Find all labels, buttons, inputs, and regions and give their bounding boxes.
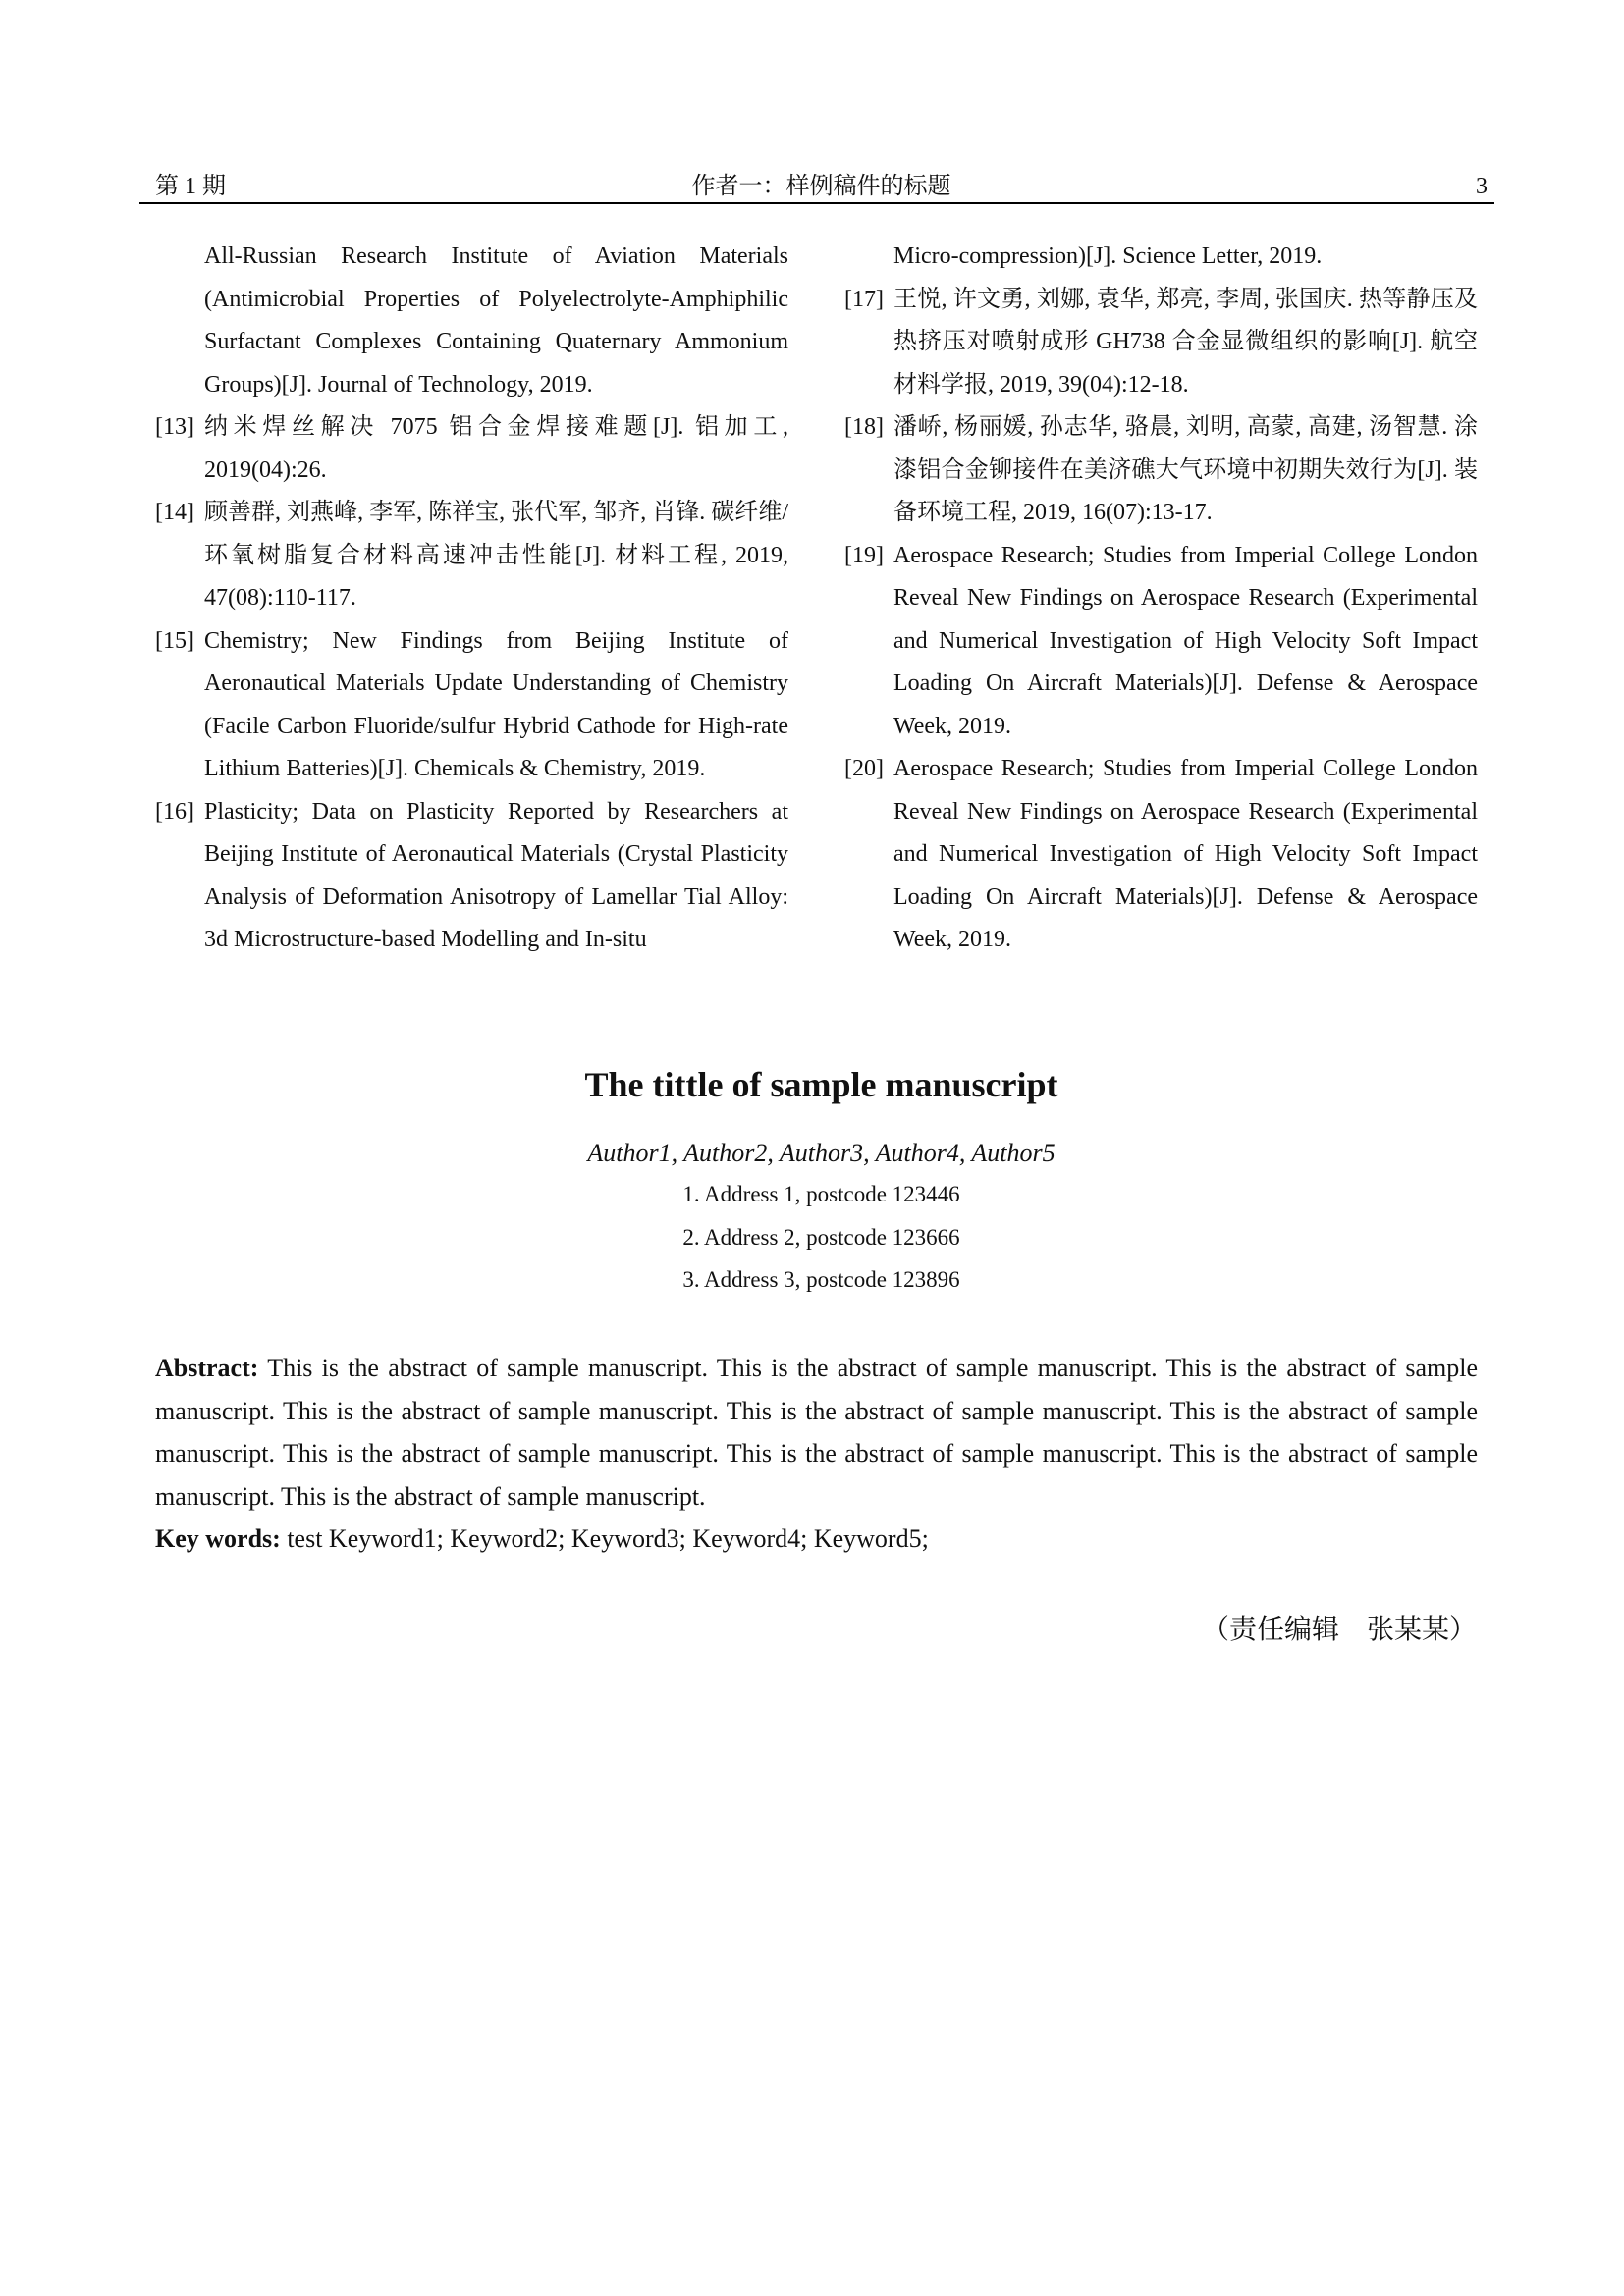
abstract-paragraph bbox=[155, 1347, 1478, 1518]
reference-item bbox=[155, 406, 788, 492]
keywords-line bbox=[155, 1518, 1478, 1561]
reference-item bbox=[155, 791, 788, 962]
reference-text: Chemistry; New Findings from Beijing Institute of Aeronautical Materials Update Understanding of Chemistry (Facile Carbon Fluoride/sulfur Hybrid Cathode for High-rate Lithium Batteries)[J]. Chemicals & Chemistry, 2019. bbox=[204, 627, 788, 781]
address-line: 3. Address 3, postcode 123896 bbox=[682, 1267, 960, 1292]
abstract-section bbox=[155, 1347, 1478, 1561]
reference-text: Aerospace Research; Studies from Imperial College London Reveal New Findings on Aerospace Research (Experimental and Numerical Investigation of High Velocity Soft Impact Loading On Aircraft Materials)[J]. Defense & Aerospace Week, 2019. bbox=[893, 542, 1478, 739]
reference-number: [16] bbox=[155, 798, 194, 825]
reference-text: 顾善群, 刘燕峰, 李军, 陈祥宝, 张代军, 邹齐, 肖锋. 碳纤维/环氧树脂复合材料高速冲击性能[J]. 材料工程, 2019, 47(08):110-117. bbox=[204, 500, 788, 611]
address-line: 2. Address 2, postcode 123666 bbox=[682, 1224, 960, 1250]
reference-text: 王悦, 许文勇, 刘娜, 袁华, 郑亮, 李周, 张国庆. 热等静压及热挤压对喷射成形 GH738 合金显微组织的影响[J]. 航空材料学报, 2019, 39(04):12-18. bbox=[893, 286, 1478, 398]
reference-text: All-Russian Research Institute of Aviation Materials (Antimicrobial Properties of Polyelectrolyte-Amphiphilic Surfactant Complexes Containing Quaternary Ammonium Groups)[J]. Journal of Technology, 2019. bbox=[204, 243, 788, 398]
reference-number: [15] bbox=[155, 627, 194, 654]
abstract-text: This is the abstract of sample manuscript. This is the abstract of sample manuscript. This is the abstract of sample manuscript. This is the abstract of sample manuscript. This is the abstract of sample manuscript. This is the abstract of sample manuscript. This is the abstract of sample manuscript. This is the abstract of sample manuscript. This is the abstract of sample manuscript. This is the abstract of sample manuscript. bbox=[155, 1354, 1479, 1511]
issue-label: 第 1 期 bbox=[155, 174, 226, 199]
header-rule bbox=[139, 202, 1494, 204]
reference-text: Plasticity; Data on Plasticity Reported by Researchers at Beijing Institute of Aeronautical Materials (Crystal Plasticity Analysis of Deformation Anisotropy of Lamellar Tial Alloy: 3d Microstructure-based Modelling and In-situ bbox=[204, 798, 788, 952]
reference-item bbox=[844, 535, 1478, 749]
reference-item bbox=[844, 279, 1478, 407]
paper-title: The tittle of sample manuscript bbox=[584, 1065, 1058, 1104]
reference-text: Micro-compression)[J]. Science Letter, 2019. bbox=[893, 243, 1323, 269]
reference-number: [14] bbox=[155, 500, 194, 525]
page-number: 3 bbox=[1476, 174, 1488, 199]
running-header bbox=[155, 169, 1488, 204]
author-list: Author1, Author2, Author3, Author4, Author5 bbox=[587, 1139, 1056, 1167]
abstract-label: Abstract: bbox=[155, 1354, 259, 1382]
reference-text: 潘峤, 杨丽媛, 孙志华, 骆晨, 刘明, 高蒙, 高建, 汤智慧. 涂漆铝合金铆接件在美济礁大气环境中初期失效行为[J]. 装备环境工程, 2019, 16(07):13-17. bbox=[893, 414, 1478, 525]
address-line: 1. Address 1, postcode 123446 bbox=[682, 1182, 960, 1206]
reference-item bbox=[844, 406, 1478, 535]
english-title-block bbox=[155, 1055, 1488, 1302]
reference-number: [18] bbox=[844, 414, 884, 440]
reference-number: [19] bbox=[844, 542, 884, 568]
references-right-column bbox=[844, 236, 1478, 962]
keywords-label: Key words: bbox=[155, 1524, 281, 1553]
reference-item bbox=[844, 748, 1478, 962]
reference-number: [20] bbox=[844, 756, 884, 781]
reference-item bbox=[155, 620, 788, 791]
reference-text: 纳米焊丝解决 7075 铝合金焊接难题[J]. 铝加工, 2019(04):26. bbox=[204, 414, 788, 483]
keywords-text: test Keyword1; Keyword2; Keyword3; Keyword4; Keyword5; bbox=[287, 1524, 929, 1553]
reference-item bbox=[844, 236, 1478, 279]
reference-number: [17] bbox=[844, 286, 884, 312]
reference-number: [13] bbox=[155, 414, 194, 440]
reference-item bbox=[155, 236, 788, 406]
responsible-editor-note: （责任编辑 张某某） bbox=[1201, 1613, 1477, 1645]
reference-text: Aerospace Research; Studies from Imperial College London Reveal New Findings on Aerospace Research (Experimental and Numerical Investigation of High Velocity Soft Impact Loading On Aircraft Materials)[J]. Defense & Aerospace Week, 2019. bbox=[893, 756, 1478, 952]
running-title: 作者一：样例稿件的标题 bbox=[691, 174, 951, 199]
reference-item bbox=[155, 492, 788, 620]
references-left-column bbox=[155, 236, 788, 962]
